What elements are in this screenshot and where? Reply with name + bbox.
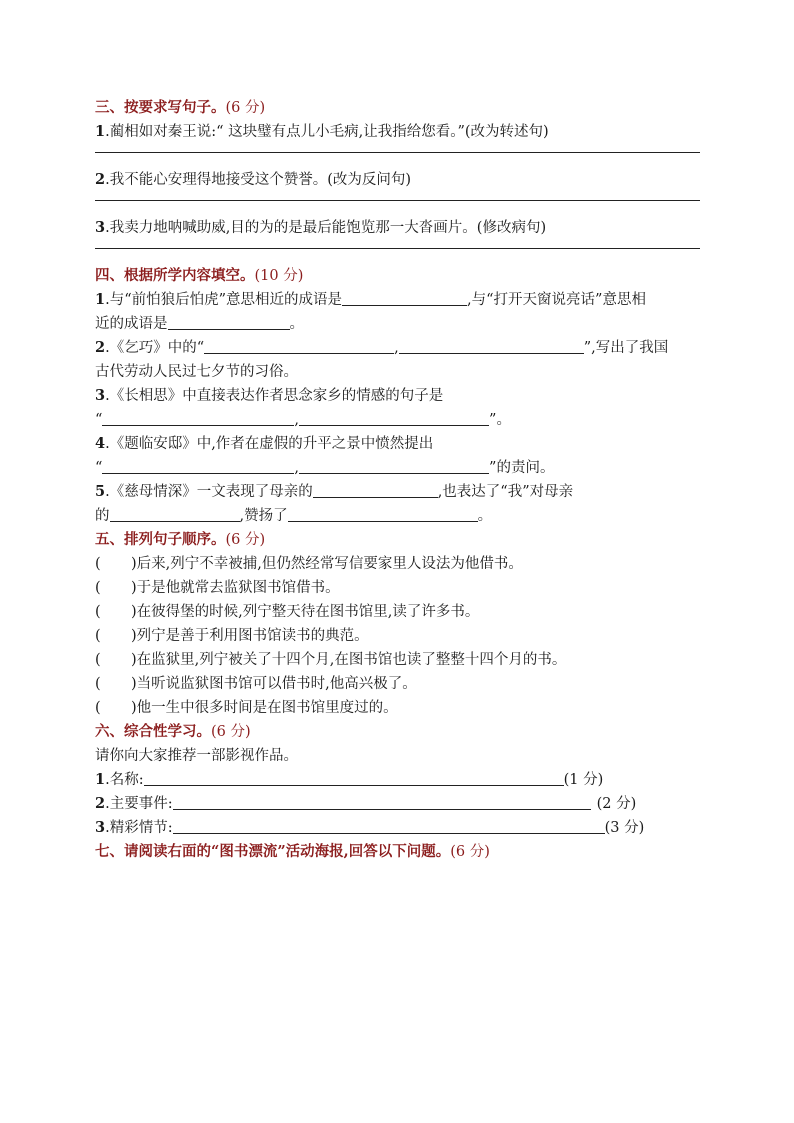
fill-blank[interactable] xyxy=(168,313,290,330)
order-blank[interactable]: ( xyxy=(95,604,101,620)
question-number: 3 xyxy=(95,219,106,236)
ordering-text: )列宁是善于利用图书馆读书的典范。 xyxy=(131,628,369,644)
ordering-item xyxy=(95,600,700,624)
intro-text: 请你向大家推荐一部影视作品。 xyxy=(95,748,298,764)
section-6-intro xyxy=(95,744,700,768)
question-text: 。 xyxy=(289,316,304,332)
question-text: .《长相思》中直接表达作者思念家乡的情感的句子是 xyxy=(105,388,444,404)
ordering-list xyxy=(95,552,700,720)
section-4-question-2 xyxy=(95,336,700,360)
ordering-item xyxy=(95,648,700,672)
section-3-question-1 xyxy=(95,120,700,144)
question-text: , xyxy=(294,460,300,476)
question-text: 的 xyxy=(95,508,110,524)
section-6-question-2 xyxy=(95,792,700,816)
question-number: 1 xyxy=(95,123,106,140)
section-5-title: 五、排列句子顺序。 xyxy=(95,531,226,548)
question-score: (2 分) xyxy=(596,796,637,812)
ordering-item xyxy=(95,552,700,576)
section-4-question-1 xyxy=(95,288,700,312)
question-number: 1 xyxy=(95,291,106,308)
question-text: ”的责问。 xyxy=(489,460,555,476)
section-4-question-1-cont xyxy=(95,312,700,336)
ordering-text: )在彼得堡的时候,列宁整天待在图书馆里,读了许多书。 xyxy=(131,604,480,620)
ordering-item xyxy=(95,576,700,600)
fill-blank[interactable] xyxy=(299,409,489,426)
fill-blank[interactable] xyxy=(144,769,564,786)
question-number: 3 xyxy=(95,387,106,404)
question-text: ”,写出了我国 xyxy=(583,340,669,356)
fill-blank[interactable] xyxy=(102,409,294,426)
question-text: .我卖力地呐喊助威,目的为的是最后能饱览那一大沓画片。(修改病句) xyxy=(105,220,547,236)
section-4-question-3 xyxy=(95,384,700,408)
ordering-text: )后来,列宁不幸被捕,但仍然经常写信要家里人设法为他借书。 xyxy=(131,556,523,572)
question-text: “ xyxy=(95,460,103,476)
section-4-title: 四、根据所学内容填空。 xyxy=(95,267,255,284)
order-blank[interactable]: ( xyxy=(95,700,101,716)
question-text: , xyxy=(294,412,300,428)
question-number: 2 xyxy=(95,339,106,356)
section-4-score: (10 分) xyxy=(254,268,304,284)
question-number: 1 xyxy=(95,771,106,788)
question-text: ,赞扬了 xyxy=(239,508,288,524)
ordering-text: )当听说监狱图书馆可以借书时,他高兴极了。 xyxy=(131,676,417,692)
fill-blank[interactable] xyxy=(204,337,394,354)
section-3-heading xyxy=(95,96,700,120)
fill-blank[interactable] xyxy=(102,457,294,474)
section-7-score: (6 分) xyxy=(450,844,490,860)
ordering-item xyxy=(95,672,700,696)
section-4-heading xyxy=(95,264,700,288)
section-6-question-1 xyxy=(95,768,700,792)
question-number: 2 xyxy=(95,795,106,812)
ordering-item xyxy=(95,696,700,720)
order-blank[interactable]: ( xyxy=(95,556,101,572)
question-number: 4 xyxy=(95,435,106,452)
section-4-question-4 xyxy=(95,432,700,456)
fill-blank[interactable] xyxy=(173,817,605,834)
question-score: (3 分) xyxy=(604,820,645,836)
question-text: .主要事件: xyxy=(105,796,173,812)
question-text: ,与“打开天窗说亮话”意思相 xyxy=(467,292,646,308)
question-text: 古代劳动人民过七夕节的习俗。 xyxy=(95,364,298,380)
section-5-score: (6 分) xyxy=(225,532,266,548)
ordering-text: )在监狱里,列宁被关了十四个月,在图书馆也读了整整十四个月的书。 xyxy=(131,652,567,668)
fill-blank[interactable] xyxy=(288,505,478,522)
fill-blank[interactable] xyxy=(173,793,591,810)
section-3-question-3 xyxy=(95,216,700,240)
section-7-title: 七、请阅读右面的“图书漂流”活动海报,回答以下问题。 xyxy=(95,843,451,860)
question-text: .《题临安邸》中,作者在虚假的升平之景中愤然提出 xyxy=(105,436,434,452)
section-4-question-5-cont xyxy=(95,504,700,528)
question-text: 近的成语是 xyxy=(95,316,168,332)
worksheet-page xyxy=(95,96,700,864)
section-5-heading xyxy=(95,528,700,552)
question-text: .我不能心安理得地接受这个赞誉。(改为反问句) xyxy=(105,172,412,188)
question-text: .名称: xyxy=(105,772,144,788)
order-blank[interactable]: ( xyxy=(95,628,101,644)
order-blank[interactable]: ( xyxy=(95,580,101,596)
answer-line[interactable] xyxy=(95,144,700,168)
section-4-question-3-cont xyxy=(95,408,700,432)
question-text: .精彩情节: xyxy=(105,820,173,836)
order-blank[interactable]: ( xyxy=(95,652,101,668)
section-3-title: 三、按要求写句子。 xyxy=(95,99,226,116)
question-text: .《乞巧》中的“ xyxy=(105,340,205,356)
question-text: .蔺相如对秦王说:“ 这块璧有点儿小毛病,让我指给您看。”(改为转述句) xyxy=(105,124,549,140)
order-blank[interactable]: ( xyxy=(95,676,101,692)
fill-blank[interactable] xyxy=(299,457,489,474)
question-score: (1 分) xyxy=(563,772,604,788)
question-text: 。 xyxy=(477,508,493,524)
question-number: 3 xyxy=(95,819,106,836)
section-6-heading xyxy=(95,720,700,744)
section-6-question-3 xyxy=(95,816,700,840)
section-4-question-2-cont xyxy=(95,360,700,384)
answer-line[interactable] xyxy=(95,240,700,264)
question-text: .与“前怕狼后怕虎”意思相近的成语是 xyxy=(105,292,343,308)
fill-blank[interactable] xyxy=(342,289,467,306)
fill-blank[interactable] xyxy=(313,481,438,498)
question-text: ”。 xyxy=(489,412,511,428)
question-text: .《慈母情深》一文表现了母亲的 xyxy=(105,484,313,500)
question-number: 5 xyxy=(95,483,106,500)
question-text: , xyxy=(394,340,399,356)
fill-blank[interactable] xyxy=(399,337,584,354)
section-4-question-4-cont xyxy=(95,456,700,480)
ordering-text: )于是他就常去监狱图书馆借书。 xyxy=(131,580,340,596)
question-text: ,也表达了“我”对母亲 xyxy=(437,484,574,500)
answer-line[interactable] xyxy=(95,192,700,216)
section-4-question-5 xyxy=(95,480,700,504)
section-3-question-2 xyxy=(95,168,700,192)
fill-blank[interactable] xyxy=(110,505,240,522)
ordering-text: )他一生中很多时间是在图书馆里度过的。 xyxy=(131,700,398,716)
question-text: “ xyxy=(95,412,103,428)
section-7-heading xyxy=(95,840,700,864)
section-6-score: (6 分) xyxy=(211,724,251,740)
ordering-item xyxy=(95,624,700,648)
section-3-score: (6 分) xyxy=(225,100,266,116)
section-6-title: 六、综合性学习。 xyxy=(95,723,211,740)
question-number: 2 xyxy=(95,171,106,188)
